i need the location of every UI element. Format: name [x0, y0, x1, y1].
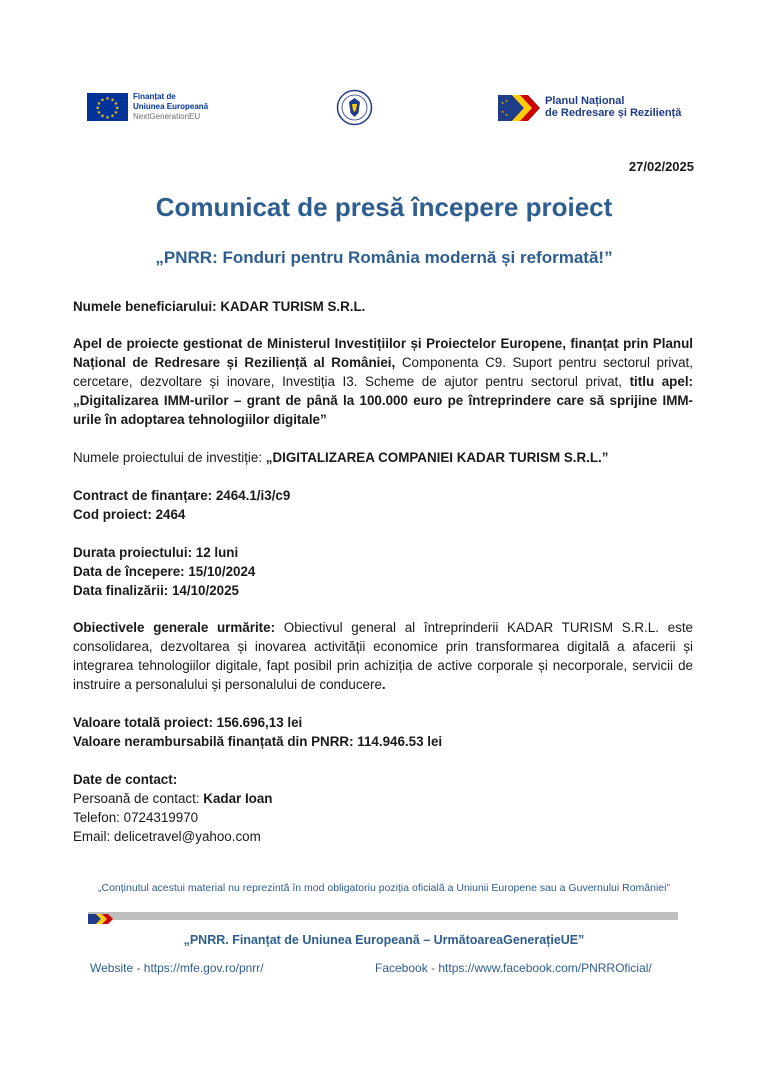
project-name-value: „DIGITALIZAREA COMPANIEI KADAR TURISM S.R.L.” [265, 450, 609, 465]
call-normal-part: Componenta C9. Suport pentru sectorul privat, cercetare, dezvoltare și inovare, Investiția I3. Scheme de ajutor pentru sectorul privat, [73, 355, 693, 389]
contact-person [73, 789, 693, 808]
project-name-label: Numele proiectului de investiție: [73, 450, 266, 465]
nonrefundable-value: Valoare nerambursabilă finanțată din PNRR: 114.946.53 lei [73, 734, 443, 749]
svg-text:★: ★ [100, 97, 105, 104]
objectives-text: Obiectivul general al întreprinderii KADAR TURISM S.R.L. este consolidarea, dezvoltarea și inovarea activității economice prin transformarea digitală a afacerii și integrarea tehnologiilor digitale, fapt posibil prin achiziția de active corporale și necorporale, servicii de instruire a personalului și personalului de conducere [73, 620, 693, 692]
svg-text:★: ★ [501, 110, 505, 114]
pnrr-line-2: de Redresare și Reziliență [545, 107, 682, 119]
svg-text:★: ★ [110, 97, 115, 104]
footer-slogan: „PNRR. Finanțat de Uniunea Europeană – UrmătoareaGenerațieUE” [183, 933, 585, 947]
svg-text:★: ★ [96, 110, 102, 117]
project-name [73, 448, 693, 467]
svg-text:★: ★ [110, 113, 115, 120]
end-date: Data finalizării: 14/10/2025 [73, 583, 239, 598]
svg-text:★: ★ [105, 96, 110, 102]
call-bold-part-1: Apel de proiecte gestionat de Ministerul Investițiilor și Proiectelor Europene, finanțat prin Planul Național de Redresare și Reziliență al României, [73, 336, 693, 370]
svg-text:★: ★ [501, 101, 505, 105]
total-value: Valoare totală proiect: 156.696,13 lei [73, 715, 303, 730]
contact-heading: Date de contact: [73, 772, 178, 787]
svg-text:★: ★ [505, 99, 509, 103]
project-duration: Durata proiectului: 12 luni [73, 545, 239, 560]
beneficiary-name: Numele beneficiarului: KADAR TURISM S.R.L. [73, 299, 366, 314]
project-code: Cod proiect: 2464 [73, 507, 186, 522]
government-seal-icon [336, 89, 373, 126]
svg-text:★: ★ [96, 100, 102, 107]
call-description [73, 334, 693, 429]
svg-text:★: ★ [505, 113, 509, 117]
svg-text:★: ★ [113, 100, 119, 107]
svg-text:★: ★ [100, 113, 105, 120]
contact-phone: Telefon: 0724319970 [73, 810, 199, 825]
contract-number: Contract de finanțare: 2464.1/i3/c9 [73, 488, 291, 503]
eu-flag-logo [87, 93, 128, 121]
eu-line-2: Uniunea Europeană [133, 102, 209, 111]
website-link[interactable]: Website - https://mfe.gov.ro/pnrr/ [90, 961, 264, 975]
svg-text:★: ★ [95, 105, 100, 112]
facebook-link[interactable]: Facebook - https://www.facebook.com/PNRROficial/ [375, 961, 652, 975]
objectives [73, 618, 693, 694]
page-title: Comunicat de presă începere proiect [155, 192, 613, 222]
pnrr-label [545, 95, 681, 119]
start-date: Data de începere: 15/10/2024 [73, 564, 256, 579]
svg-text:★: ★ [105, 115, 110, 121]
contact-person-label: Persoană de contact: [73, 791, 204, 806]
press-release-date: 27/02/2025 [628, 159, 694, 174]
eu-line-1: Finanțat de [133, 92, 176, 101]
footer-divider-bar [88, 912, 678, 920]
objectives-end: . [381, 677, 386, 692]
contact-email: Email: delicetravel@yahoo.com [73, 829, 261, 844]
pnrr-logo-icon [498, 95, 541, 121]
call-bold-part-2: titlu apel: „Digitalizarea IMM-urilor – grant de până la 100.000 euro pe întreprindere care să sprijine IMM-urile în adoptarea tehnologiilor digitale” [73, 374, 693, 427]
eu-funding-label [133, 92, 208, 122]
footer-disclaimer: „Conținutul acestui material nu reprezintă în mod obligatoriu poziția oficială a Uniunii Europene sau a Guvernului României” [98, 882, 670, 894]
objectives-label: Obiectivele generale urmărite: [73, 620, 276, 635]
footer-arrow-icon [88, 911, 118, 929]
pnrr-line-1: Planul Național [545, 95, 625, 107]
contact-person-name: Kadar Ioan [203, 791, 273, 806]
page-subtitle: „PNRR: Fonduri pentru România modernă și reformată!” [155, 248, 613, 267]
svg-text:★: ★ [113, 110, 119, 117]
svg-text:★: ★ [115, 105, 120, 112]
eu-line-3: NextGenerationEU [133, 112, 201, 121]
